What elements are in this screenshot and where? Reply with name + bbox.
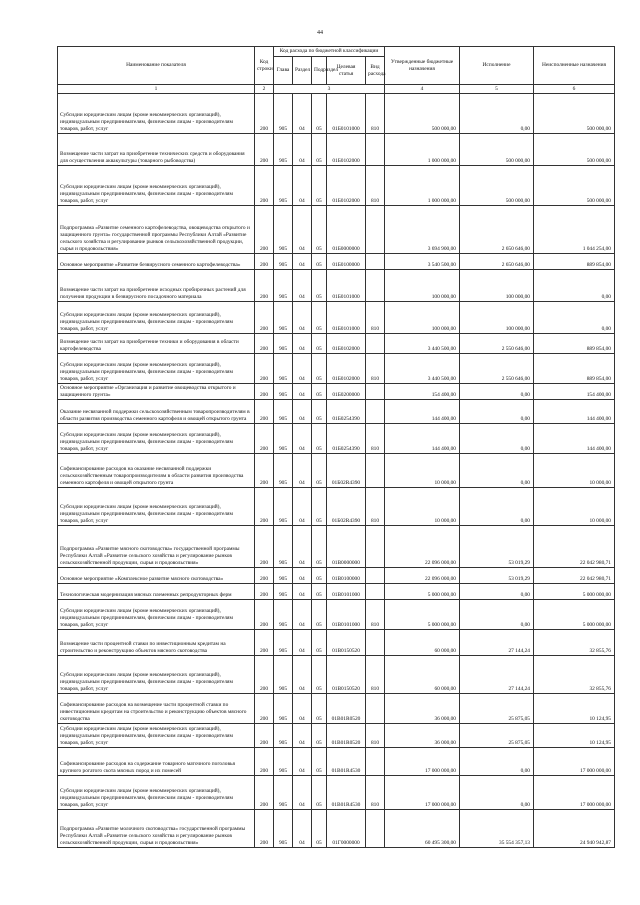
row-name: Субсидии юридическим лицам (кроме некоммерческих организаций), индивидуальным предпринимателям, физическим лицам - производителям товаров, работ, услуг	[58, 354, 255, 384]
row-razdel: 04	[293, 400, 312, 424]
row-name: Субсидии юридическим лицам (кроме некоммерческих организаций), индивидуальным предпринимателям, физическим лицам - производителям товаров, работ, услуг	[58, 656, 255, 694]
row-expense-type	[366, 810, 385, 848]
row-expense-type	[366, 748, 385, 776]
row-expense-type	[366, 270, 385, 302]
row-code: 200	[255, 568, 274, 584]
row-razdel: 04	[293, 776, 312, 810]
row-name: Субсидии юридическим лицам (кроме некоммерческих организаций), индивидуальным предпринимателям, физическим лицам - производителям товаров, работ, услуг	[58, 166, 255, 206]
table-row	[58, 454, 615, 488]
row-executed: 25 875,05	[460, 694, 534, 724]
row-executed: 0,00	[460, 424, 534, 454]
row-name: Субсидии юридическим лицам (кроме некоммерческих организаций), индивидуальным предпринимателям, физическим лицам - производителям товаров, работ, услуг	[58, 724, 255, 748]
row-approved: 60 495 300,00	[385, 810, 460, 848]
row-target-article: 01Б0102000	[327, 334, 366, 354]
row-approved: 3 440 500,00	[385, 334, 460, 354]
row-unexecuted: 889 854,00	[534, 254, 615, 270]
row-grbs: 905	[274, 302, 293, 334]
row-podrazdel: 05	[312, 694, 327, 724]
row-executed: 2 650 646,00	[460, 254, 534, 270]
row-expense-type: 810	[366, 166, 385, 206]
row-executed: 0,00	[460, 94, 534, 134]
row-grbs: 905	[274, 94, 293, 134]
row-razdel: 04	[293, 302, 312, 334]
row-grbs: 905	[274, 166, 293, 206]
table-row	[58, 600, 615, 630]
row-expense-type	[366, 384, 385, 400]
table-row	[58, 206, 615, 254]
row-executed: 0,00	[460, 584, 534, 600]
row-expense-type	[366, 400, 385, 424]
row-approved: 22 096 000,00	[385, 526, 460, 568]
row-razdel: 04	[293, 694, 312, 724]
table-row	[58, 584, 615, 600]
row-unexecuted: 10 000,00	[534, 454, 615, 488]
row-name: Возмещение части процентной ставки по инвестиционным кредитам на строительство и реконструкцию объектов мясного скотоводства	[58, 630, 255, 656]
row-approved: 1 000 000,00	[385, 166, 460, 206]
row-code: 200	[255, 776, 274, 810]
table-row	[58, 134, 615, 166]
row-razdel: 04	[293, 354, 312, 384]
row-expense-type: 810	[366, 776, 385, 810]
row-target-article: 01В0150520	[327, 656, 366, 694]
row-code: 200	[255, 630, 274, 656]
row-approved: 144 400,00	[385, 424, 460, 454]
row-expense-type	[366, 254, 385, 270]
row-expense-type	[366, 568, 385, 584]
row-podrazdel: 05	[312, 94, 327, 134]
row-name: Софинансирование расходов на оказание несвязанной поддержки сельскохозяйственным товаропроизводителям в области развития производства семенного картофеля и овощей открытого грунта	[58, 454, 255, 488]
row-executed: 500 000,00	[460, 166, 534, 206]
row-name: Субсидии юридическим лицам (кроме некоммерческих организаций), индивидуальным предпринимателям, физическим лицам - производителям товаров, работ, услуг	[58, 488, 255, 526]
row-target-article: 01Б0102000	[327, 134, 366, 166]
row-approved: 5 000 000,00	[385, 600, 460, 630]
row-grbs: 905	[274, 724, 293, 748]
row-razdel: 04	[293, 526, 312, 568]
row-unexecuted: 889 854,00	[534, 334, 615, 354]
row-grbs: 905	[274, 810, 293, 848]
table-row	[58, 810, 615, 848]
row-podrazdel: 05	[312, 488, 327, 526]
row-expense-type	[366, 206, 385, 254]
row-razdel: 04	[293, 656, 312, 694]
row-grbs: 905	[274, 334, 293, 354]
row-approved: 5 000 000,00	[385, 584, 460, 600]
row-target-article: 01Б0102000	[327, 166, 366, 206]
row-razdel: 04	[293, 424, 312, 454]
row-grbs: 905	[274, 526, 293, 568]
row-executed: 35 554 357,13	[460, 810, 534, 848]
header-approved: Утвержденные бюджетные назначения	[385, 47, 460, 85]
row-podrazdel: 05	[312, 748, 327, 776]
row-name: Подпрограмма «Развитие молочного скотоводства» государственной программы Республики Алтай «Развитие сельского хозяйства и регулирование рынков сельскохозяйственной продукции, сырья и продовольствия»	[58, 810, 255, 848]
row-grbs: 905	[274, 354, 293, 384]
table-row	[58, 400, 615, 424]
row-code: 200	[255, 206, 274, 254]
row-razdel: 04	[293, 334, 312, 354]
row-unexecuted: 17 000 000,00	[534, 776, 615, 810]
header-code: Код строки	[255, 47, 274, 85]
row-executed: 0,00	[460, 748, 534, 776]
row-podrazdel: 05	[312, 776, 327, 810]
row-unexecuted: 10 000,00	[534, 488, 615, 526]
table-row	[58, 166, 615, 206]
row-unexecuted: 154 400,00	[534, 384, 615, 400]
row-razdel: 04	[293, 166, 312, 206]
row-target-article: 01Б0254390	[327, 400, 366, 424]
row-target-article: 01В0101000	[327, 584, 366, 600]
row-name: Субсидии юридическим лицам (кроме некоммерческих организаций), индивидуальным предпринимателям, физическим лицам - производителям товаров, работ, услуг	[58, 94, 255, 134]
row-target-article: 01Б0254390	[327, 424, 366, 454]
row-code: 200	[255, 584, 274, 600]
row-name: Субсидии юридическим лицам (кроме некоммерческих организаций), индивидуальным предпринимателям, физическим лицам - производителям товаров, работ, услуг	[58, 302, 255, 334]
row-executed: 27 144,24	[460, 656, 534, 694]
row-podrazdel: 05	[312, 656, 327, 694]
row-unexecuted: 500 000,00	[534, 94, 615, 134]
row-unexecuted: 144 400,00	[534, 400, 615, 424]
row-razdel: 04	[293, 134, 312, 166]
header-name: Наименование показателя	[58, 47, 255, 85]
row-code: 200	[255, 424, 274, 454]
row-razdel: 04	[293, 600, 312, 630]
row-approved: 100 000,00	[385, 270, 460, 302]
row-expense-type: 810	[366, 424, 385, 454]
row-code: 200	[255, 334, 274, 354]
row-podrazdel: 05	[312, 568, 327, 584]
row-target-article: 01Б0100000	[327, 254, 366, 270]
row-executed: 100 000,00	[460, 302, 534, 334]
row-approved: 60 000,00	[385, 656, 460, 694]
header-executed: Исполнение	[460, 47, 534, 85]
row-name: Возмещение части затрат на приобретение технических средств и оборудования для осуществления аквакультуры (товарного рыбоводства)	[58, 134, 255, 166]
row-expense-type: 810	[366, 600, 385, 630]
row-code: 200	[255, 302, 274, 334]
row-name: Основное мероприятие «Развитие безвирусного семенного картофелеводства»	[58, 254, 255, 270]
row-unexecuted: 5 000 000,00	[534, 600, 615, 630]
row-expense-type	[366, 134, 385, 166]
row-approved: 22 096 000,00	[385, 568, 460, 584]
row-podrazdel: 05	[312, 630, 327, 656]
row-approved: 1 000 000,00	[385, 134, 460, 166]
row-grbs: 905	[274, 206, 293, 254]
row-unexecuted: 889 854,00	[534, 354, 615, 384]
row-unexecuted: 32 855,76	[534, 656, 615, 694]
row-podrazdel: 05	[312, 600, 327, 630]
row-unexecuted: 17 000 000,00	[534, 748, 615, 776]
header-vr: Вид расхода	[366, 57, 385, 85]
row-executed: 0,00	[460, 776, 534, 810]
row-executed: 2 550 646,00	[460, 334, 534, 354]
row-grbs: 905	[274, 694, 293, 724]
row-unexecuted: 10 124,95	[534, 694, 615, 724]
row-grbs: 905	[274, 384, 293, 400]
row-razdel: 04	[293, 584, 312, 600]
row-unexecuted: 0,00	[534, 302, 615, 334]
row-expense-type	[366, 454, 385, 488]
row-executed: 2 650 646,00	[460, 206, 534, 254]
row-podrazdel: 05	[312, 724, 327, 748]
row-podrazdel: 05	[312, 400, 327, 424]
row-code: 200	[255, 384, 274, 400]
row-razdel: 04	[293, 810, 312, 848]
row-executed: 53 019,29	[460, 568, 534, 584]
row-grbs: 905	[274, 270, 293, 302]
row-name: Софинансирование расходов на содержание товарного маточного поголовья крупного рогатого скота мясных пород и их помесей	[58, 748, 255, 776]
row-expense-type: 810	[366, 354, 385, 384]
row-razdel: 04	[293, 94, 312, 134]
row-target-article: 01Б0000000	[327, 206, 366, 254]
row-code: 200	[255, 400, 274, 424]
row-unexecuted: 500 000,00	[534, 134, 615, 166]
row-name: Оказание несвязанной поддержки сельскохозяйственным товаропроизводителям в области развития производства семенного картофеля и овощей открытого грунта	[58, 400, 255, 424]
row-code: 200	[255, 134, 274, 166]
row-expense-type: 810	[366, 656, 385, 694]
header-budget-class: Код расхода по бюджетной классификации	[274, 47, 385, 57]
row-name: Основное мероприятие «Комплексное развитие мясного скотоводства»	[58, 568, 255, 584]
row-podrazdel: 05	[312, 384, 327, 400]
row-executed: 53 019,29	[460, 526, 534, 568]
row-expense-type: 810	[366, 488, 385, 526]
row-podrazdel: 05	[312, 584, 327, 600]
row-executed: 2 550 646,00	[460, 354, 534, 384]
row-target-article: 01Б0101000	[327, 270, 366, 302]
row-grbs: 905	[274, 424, 293, 454]
row-podrazdel: 05	[312, 166, 327, 206]
row-razdel: 04	[293, 254, 312, 270]
row-target-article: 01Б02R4390	[327, 454, 366, 488]
row-approved: 60 000,00	[385, 630, 460, 656]
row-name: Возмещение части затрат на приобретение исходных пробирочных растений для получения продукции в безвирусного посадочного материала	[58, 270, 255, 302]
table-row	[58, 384, 615, 400]
row-unexecuted: 0,00	[534, 270, 615, 302]
row-approved: 144 400,00	[385, 400, 460, 424]
row-target-article: 01Б0200000	[327, 384, 366, 400]
row-unexecuted: 500 000,00	[534, 166, 615, 206]
row-approved: 10 000,00	[385, 488, 460, 526]
table-row	[58, 334, 615, 354]
row-podrazdel: 05	[312, 270, 327, 302]
row-podrazdel: 05	[312, 302, 327, 334]
header-razdel: Раздел	[293, 57, 312, 85]
row-target-article: 01В0100000	[327, 568, 366, 584]
row-razdel: 04	[293, 454, 312, 488]
row-unexecuted: 22 042 980,71	[534, 568, 615, 584]
row-razdel: 04	[293, 724, 312, 748]
row-target-article: 01Б0101000	[327, 94, 366, 134]
row-target-article: 01Б0101000	[327, 302, 366, 334]
header-csr: Целевая статья	[327, 57, 366, 85]
row-grbs: 905	[274, 134, 293, 166]
table-row	[58, 254, 615, 270]
row-podrazdel: 05	[312, 454, 327, 488]
table-row	[58, 424, 615, 454]
row-code: 200	[255, 810, 274, 848]
table-row	[58, 270, 615, 302]
header-podrazdel: Подраздел	[312, 57, 327, 85]
row-code: 200	[255, 600, 274, 630]
row-razdel: 04	[293, 568, 312, 584]
row-podrazdel: 05	[312, 424, 327, 454]
row-podrazdel: 05	[312, 134, 327, 166]
row-name: Технологическая модернизация мясных племенных репродукторных ферм	[58, 584, 255, 600]
row-razdel: 04	[293, 630, 312, 656]
col-number: 1	[58, 85, 255, 94]
col-number: 5	[460, 85, 534, 94]
row-approved: 17 000 000,00	[385, 776, 460, 810]
row-executed: 0,00	[460, 384, 534, 400]
row-approved: 36 000,00	[385, 694, 460, 724]
row-target-article: 01В0101000	[327, 600, 366, 630]
row-target-article: 01Б02R4390	[327, 488, 366, 526]
row-name: Субсидии юридическим лицам (кроме некоммерческих организаций), индивидуальным предпринимателям, физическим лицам - производителям товаров, работ, услуг	[58, 600, 255, 630]
row-approved: 500 000,00	[385, 94, 460, 134]
row-podrazdel: 05	[312, 526, 327, 568]
table-row	[58, 94, 615, 134]
row-approved: 10 000,00	[385, 454, 460, 488]
row-grbs: 905	[274, 600, 293, 630]
row-executed: 500 000,00	[460, 134, 534, 166]
row-grbs: 905	[274, 748, 293, 776]
row-expense-type	[366, 584, 385, 600]
row-expense-type	[366, 334, 385, 354]
row-code: 200	[255, 94, 274, 134]
row-grbs: 905	[274, 254, 293, 270]
row-unexecuted: 144 400,00	[534, 424, 615, 454]
header-grbs: Глава	[274, 57, 293, 85]
table-row	[58, 630, 615, 656]
row-unexecuted: 5 000 000,00	[534, 584, 615, 600]
row-code: 200	[255, 166, 274, 206]
row-grbs: 905	[274, 584, 293, 600]
row-approved: 36 000,00	[385, 724, 460, 748]
table-row	[58, 302, 615, 334]
row-approved: 3 440 500,00	[385, 354, 460, 384]
row-razdel: 04	[293, 488, 312, 526]
row-podrazdel: 05	[312, 810, 327, 848]
row-approved: 154 400,00	[385, 384, 460, 400]
row-executed: 0,00	[460, 600, 534, 630]
row-code: 200	[255, 270, 274, 302]
row-name: Софинансирование расходов на возмещение части процентной ставки по инвестиционным кредитам на строительство и реконструкцию объектов мясного скотоводства	[58, 694, 255, 724]
row-code: 200	[255, 656, 274, 694]
row-approved: 3 694 900,00	[385, 206, 460, 254]
row-razdel: 04	[293, 384, 312, 400]
row-expense-type	[366, 526, 385, 568]
header-unexecuted: Неисполненные назначения	[534, 47, 615, 85]
row-unexecuted: 32 855,76	[534, 630, 615, 656]
table-row	[58, 354, 615, 384]
table-row	[58, 656, 615, 694]
row-podrazdel: 05	[312, 206, 327, 254]
row-grbs: 905	[274, 568, 293, 584]
row-target-article: 01В01R4530	[327, 776, 366, 810]
row-unexecuted: 1 044 254,00	[534, 206, 615, 254]
row-approved: 3 540 500,00	[385, 254, 460, 270]
row-code: 200	[255, 488, 274, 526]
row-executed: 0,00	[460, 454, 534, 488]
col-number: 4	[385, 85, 460, 94]
col-number: 2	[255, 85, 274, 94]
row-code: 200	[255, 354, 274, 384]
row-razdel: 04	[293, 206, 312, 254]
row-grbs: 905	[274, 454, 293, 488]
table-row	[58, 488, 615, 526]
row-code: 200	[255, 454, 274, 488]
row-razdel: 04	[293, 270, 312, 302]
row-expense-type: 810	[366, 94, 385, 134]
row-executed: 0,00	[460, 400, 534, 424]
table-row	[58, 724, 615, 748]
row-code: 200	[255, 254, 274, 270]
row-razdel: 04	[293, 748, 312, 776]
table-row	[58, 694, 615, 724]
page-number: 44	[317, 30, 323, 36]
row-target-article: 01В0000000	[327, 526, 366, 568]
row-target-article: 01В01R4530	[327, 748, 366, 776]
row-target-article: 01Б0102000	[327, 354, 366, 384]
row-name: Подпрограмма «Развитие мясного скотоводства» государственной программы Республики Алтай «Развитие сельского хозяйства и регулирование рынков сельскохозяйственной продукции, сырья и продовольствия»	[58, 526, 255, 568]
row-code: 200	[255, 694, 274, 724]
row-name: Субсидии юридическим лицам (кроме некоммерческих организаций), индивидуальным предпринимателям, физическим лицам - производителям товаров, работ, услуг	[58, 424, 255, 454]
row-grbs: 905	[274, 656, 293, 694]
row-executed: 0,00	[460, 488, 534, 526]
row-podrazdel: 05	[312, 334, 327, 354]
row-podrazdel: 05	[312, 254, 327, 270]
row-grbs: 905	[274, 400, 293, 424]
row-grbs: 905	[274, 488, 293, 526]
row-expense-type	[366, 630, 385, 656]
col-number: 6	[534, 85, 615, 94]
row-expense-type: 810	[366, 302, 385, 334]
table-row	[58, 568, 615, 584]
row-name: Возмещение части затрат на приобретение техники и оборудования в области картофелеводства	[58, 334, 255, 354]
row-target-article: 01В01R0520	[327, 724, 366, 748]
row-name: Субсидии юридическим лицам (кроме некоммерческих организаций), индивидуальным предпринимателям, физическим лицам - производителям товаров, работ, услуг	[58, 776, 255, 810]
row-code: 200	[255, 526, 274, 568]
row-target-article: 01В01R0520	[327, 694, 366, 724]
row-grbs: 905	[274, 776, 293, 810]
row-executed: 25 875,05	[460, 724, 534, 748]
row-grbs: 905	[274, 630, 293, 656]
row-name: Основное мероприятие «Организация и развитие овощеводства открытого и защищенного грунта»	[58, 384, 255, 400]
row-target-article: 01В0150520	[327, 630, 366, 656]
row-unexecuted: 24 940 942,87	[534, 810, 615, 848]
row-name: Подпрограмма «Развитие семенного картофелеводства, овощеводства открытого и защищенного грунта» государственной программы Республики Алтай «Развитие сельского хозяйства и регулирование рынков сельскохозяйственной продукции, сырья и продовольствия»	[58, 206, 255, 254]
row-unexecuted: 10 124,95	[534, 724, 615, 748]
row-code: 200	[255, 724, 274, 748]
table-row	[58, 776, 615, 810]
row-unexecuted: 22 042 980,71	[534, 526, 615, 568]
row-approved: 17 000 000,00	[385, 748, 460, 776]
row-executed: 27 144,24	[460, 630, 534, 656]
row-executed: 100 000,00	[460, 270, 534, 302]
row-expense-type: 810	[366, 724, 385, 748]
row-code: 200	[255, 748, 274, 776]
row-podrazdel: 05	[312, 354, 327, 384]
row-approved: 100 000,00	[385, 302, 460, 334]
table-row	[58, 526, 615, 568]
budget-table	[57, 46, 615, 848]
table-row	[58, 748, 615, 776]
col-number: 3	[274, 85, 385, 94]
row-expense-type	[366, 694, 385, 724]
row-target-article: 01Г0000000	[327, 810, 366, 848]
